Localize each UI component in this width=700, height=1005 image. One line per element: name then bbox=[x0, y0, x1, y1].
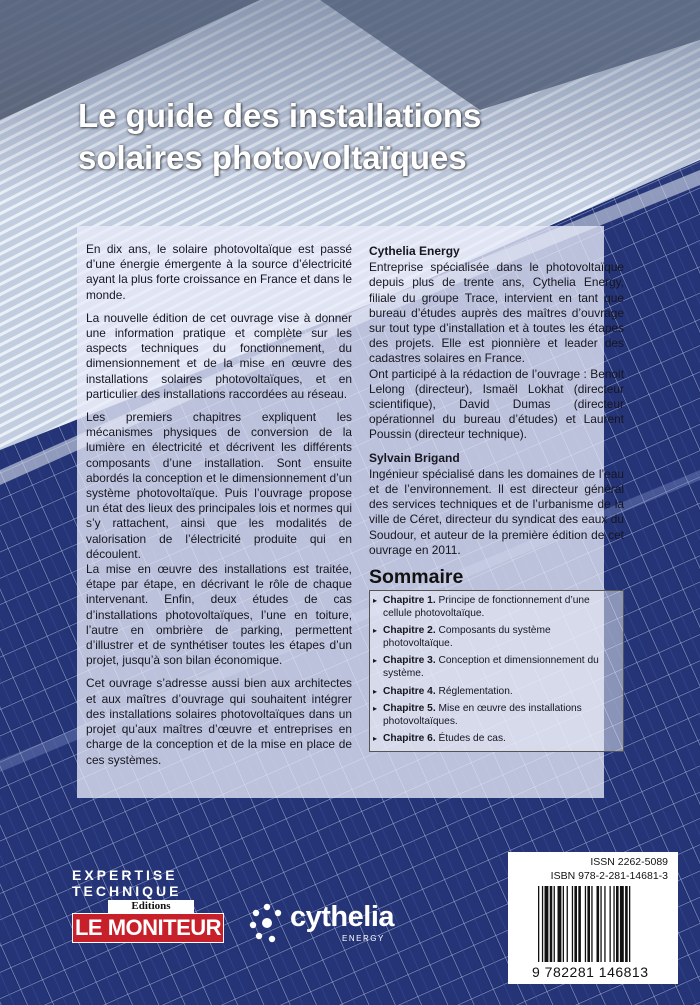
chapter-number: Chapitre 1. bbox=[383, 595, 436, 607]
chapter-number: Chapitre 4. bbox=[383, 685, 436, 697]
chapter-number: Chapitre 6. bbox=[383, 733, 436, 745]
toc-item bbox=[373, 623, 619, 653]
toc-item bbox=[373, 653, 619, 683]
arrow-right-icon: ▸ bbox=[373, 596, 378, 606]
barcode-box bbox=[508, 852, 678, 984]
issn: ISSN 2262-5089 bbox=[590, 856, 668, 868]
title-line-1: Le guide des installations bbox=[78, 97, 482, 134]
description-paragraph: La mise en œuvre des installations est traitée, étape par étape, en décrivant le rôle de chaque intervenant. Enfin, deux études de cas d’installations photovoltaïques, l’une en toiture, l’autre en ombrière de parking, permettent d’illustrer et de synthétiser toutes les étapes d’un projet, jusqu’à son bilan économique. bbox=[86, 562, 352, 668]
sommaire-title: Sommaire bbox=[369, 566, 464, 589]
arrow-right-icon: ▸ bbox=[373, 734, 378, 744]
chapter-title: Études de cas. bbox=[438, 733, 506, 745]
toc-item bbox=[373, 701, 619, 731]
chapter-number: Chapitre 3. bbox=[383, 655, 436, 667]
arrow-right-icon: ▸ bbox=[373, 704, 378, 714]
partner-name: cythelia bbox=[290, 901, 394, 933]
collection-logo bbox=[72, 867, 181, 899]
chapter-title: Principe de fonctionnement d’une cellule photovoltaïque. bbox=[383, 595, 590, 619]
brigand-description: Ingénieur spécialisé dans les domaines de l’eau et de l’environnement. Il est directeur général des services techniques et de l’urbanisme de la ville de Céret, directeur du syndicat des eaux du Soudour, et auteur de la première édition de cet ouvrage en 2011. bbox=[369, 466, 624, 557]
description-column bbox=[86, 242, 352, 776]
collection-line-1: EXPERTISE bbox=[72, 867, 178, 883]
arrow-right-icon: ▸ bbox=[373, 626, 378, 636]
description-paragraph: La nouvelle édition de cet ouvrage vise à donner une information pratique et complète sur les aspects techniques du fonctionnement, du dimensionnement et de la mise en œuvre des installations solaires photovoltaïques, et en particulier des installations raccordées au réseau. bbox=[86, 310, 352, 401]
barcode bbox=[536, 886, 666, 964]
toc-text bbox=[383, 703, 619, 728]
description-paragraph: Les premiers chapitres expliquent les mécanismes physiques de conversion de la lumière en électricité et décrivent les différents composants d’une installation. Sont ensuite abordés la conception et le dimensionnement d’un système photovoltaïque. Puis l’ouvrage propose un état des lieux des principales lois et normes qui s’y rattachent, ainsi que les modalités de valorisation de l’électricité produite qui en découlent. bbox=[86, 410, 352, 561]
toc-item bbox=[373, 684, 619, 702]
barcode-number: 9 782281 146813 bbox=[532, 964, 649, 980]
cythelia-description: Entreprise spécialisée dans le photovoltaïque depuis plus de trente ans, Cythelia Energy, filiale du groupe Trace, intervient en tant que bureau d’études auprès des maîtres d’ouvrage sur tout type d’installation et à toutes les étapes des projets. Elle est pionnière et leader des cadastres solaires en France. bbox=[369, 260, 624, 366]
book-title bbox=[78, 95, 678, 179]
cythelia-contributors: Ont participé à la rédaction de l’ouvrage : Benoit Lelong (directeur), Ismaël Lokhat (directeur scientifique), David Dumas (directeur opérationnel du bureau d’études) et Laurent Poussin (directeur technique). bbox=[369, 366, 624, 442]
collection-line-2: TECHNIQUE bbox=[72, 883, 182, 899]
cythelia-logo bbox=[248, 900, 394, 948]
brigand-section bbox=[369, 451, 624, 558]
arrow-right-icon: ▸ bbox=[373, 656, 378, 666]
chapter-number: Chapitre 5. bbox=[383, 703, 436, 715]
description-paragraph: En dix ans, le solaire photovoltaïque est passé d’une énergie émergente à la source d’électricité ayant la plus forte croissance en France et dans le monde. bbox=[86, 242, 352, 302]
chapter-number: Chapitre 2. bbox=[383, 625, 436, 637]
cythelia-mark-icon bbox=[248, 902, 286, 944]
chapter-title: Composants du système photovoltaïque. bbox=[383, 625, 551, 649]
toc-item bbox=[373, 593, 619, 623]
toc-text bbox=[383, 733, 506, 746]
isbn: ISBN 978-2-281-14681-3 bbox=[550, 870, 668, 882]
authors-column bbox=[369, 242, 624, 752]
toc-text bbox=[383, 595, 619, 620]
cythelia-heading: Cythelia Energy bbox=[369, 244, 460, 258]
title-line-2: solaires photovoltaïques bbox=[78, 139, 467, 176]
table-of-contents bbox=[369, 590, 624, 752]
toc-text bbox=[383, 655, 619, 680]
toc-item bbox=[373, 731, 619, 749]
chapter-title: Réglementation. bbox=[438, 685, 513, 697]
brigand-heading: Sylvain Brigand bbox=[369, 450, 460, 465]
chapter-title: Mise en œuvre des installations photovoltaïques. bbox=[383, 703, 582, 727]
chapter-title: Conception et dimensionnement du système. bbox=[383, 655, 599, 680]
partner-sub: ENERGY bbox=[342, 934, 385, 943]
toc-text bbox=[383, 686, 513, 699]
description-paragraph: Cet ouvrage s’adresse aussi bien aux architectes et aux maîtres d’ouvrage qui souhaitent intégrer des installations solaires photovoltaïques dans un projet qu’aux maîtres d’œuvre et entreprises en charge de la conception et de la mise en place de ces systèmes. bbox=[86, 676, 352, 767]
cythelia-section bbox=[369, 244, 624, 443]
publisher-name: LE MONITEUR bbox=[72, 913, 224, 943]
publisher-logo bbox=[72, 900, 222, 944]
toc-text bbox=[383, 625, 619, 650]
editions-label: Editions bbox=[108, 900, 194, 913]
arrow-right-icon: ▸ bbox=[373, 686, 378, 696]
